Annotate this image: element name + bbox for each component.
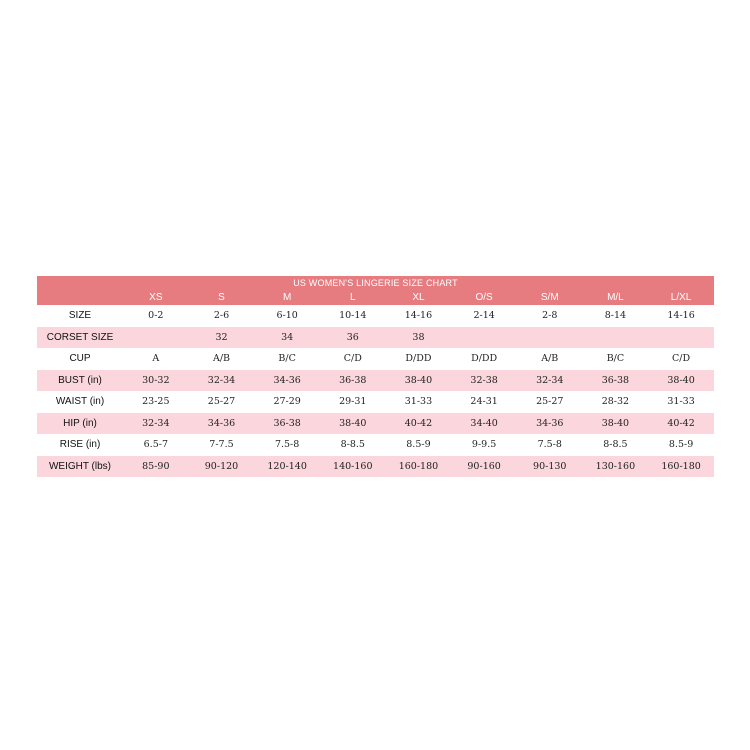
table-cell: C/D (672, 353, 691, 365)
table-cell: 36 (346, 331, 359, 343)
table-row-rise (37, 434, 714, 456)
table-cell: C/D (343, 353, 362, 365)
size-column-headers (37, 291, 714, 304)
table-cell: 36-38 (273, 417, 301, 429)
table-cell: A (152, 353, 160, 365)
table-cell: 32-34 (536, 374, 564, 386)
table-cell: 34-36 (536, 417, 564, 429)
table-cell: 24-31 (470, 396, 498, 408)
table-cell: 30-32 (142, 374, 170, 386)
table-cell: 32-34 (207, 374, 236, 386)
table-cell: 6-10 (276, 310, 298, 322)
table-cell: 31-33 (404, 396, 433, 408)
table-cell: 32-34 (142, 417, 170, 429)
column-header-s: S (218, 292, 225, 303)
table-cell: 7-7.5 (209, 439, 234, 451)
column-header-lxl: L/XL (670, 292, 692, 303)
table-cell: 8.5-9 (668, 439, 694, 451)
table-cell: A/B (541, 353, 559, 365)
table-row-weight (37, 456, 714, 478)
table-cell: 38-40 (404, 374, 433, 386)
table-cell: 7.5-8 (537, 439, 562, 451)
column-header-os: O/S (475, 292, 493, 303)
table-cell: 27-29 (273, 396, 301, 408)
row-label: CORSET SIZE (46, 331, 114, 343)
table-cell: B/C (606, 353, 625, 365)
table-cell: 29-31 (339, 396, 367, 408)
table-cell: 38-40 (339, 417, 367, 429)
column-header-xs: XS (149, 292, 163, 303)
column-header-ml: M/L (607, 292, 624, 303)
row-label: BUST (in) (58, 374, 102, 386)
column-header-xl: XL (412, 292, 425, 303)
table-cell: 160-180 (661, 460, 701, 472)
table-cell: 38-40 (667, 374, 695, 386)
table-cell: 23-25 (142, 396, 170, 408)
header-spacer (37, 291, 123, 304)
table-cell: 85-90 (142, 460, 170, 472)
table-cell: 31-33 (667, 396, 695, 408)
table-cell: 160-180 (398, 460, 439, 472)
table-cell: 8-8.5 (603, 439, 628, 451)
table-cell: B/C (278, 353, 296, 365)
size-chart-table (37, 276, 714, 477)
table-cell: 34 (281, 331, 294, 343)
size-chart-header (37, 276, 714, 305)
table-cell: 40-42 (404, 417, 433, 429)
table-cell: 2-6 (213, 310, 230, 322)
column-header-m: M (282, 292, 292, 303)
size-chart-body (37, 305, 714, 477)
table-row-hip (37, 413, 714, 435)
table-cell: A/B (212, 353, 230, 365)
table-cell: 32-38 (470, 374, 498, 386)
row-label: WAIST (in) (55, 396, 105, 408)
table-cell: 8-8.5 (340, 439, 365, 451)
table-cell: 32 (215, 331, 228, 343)
table-cell: 90-120 (204, 460, 239, 472)
row-label: RISE (in) (59, 439, 101, 451)
table-cell: 40-42 (667, 417, 695, 429)
table-cell: 7.5-8 (274, 439, 300, 451)
table-cell: 34-40 (470, 417, 498, 429)
row-label: SIZE (68, 310, 92, 322)
table-cell: 38 (412, 331, 425, 343)
table-row-waist (37, 391, 714, 413)
table-cell: 25-27 (536, 396, 564, 408)
table-row-cup (37, 348, 714, 370)
column-header-sm: S/M (540, 292, 559, 303)
table-cell: 36-38 (601, 374, 630, 386)
table-cell: 9-9.5 (471, 439, 497, 451)
table-cell: 140-160 (333, 460, 373, 472)
table-cell: 8-14 (604, 310, 627, 322)
table-cell: 8.5-9 (406, 439, 431, 451)
table-cell: 25-27 (207, 396, 236, 408)
table-row-size (37, 305, 714, 327)
column-header-l: L (350, 292, 356, 303)
table-cell: 34-36 (207, 417, 236, 429)
row-label: WEIGHT (lbs) (48, 460, 112, 472)
table-cell: 38-40 (601, 417, 630, 429)
table-cell: 14-16 (667, 310, 695, 322)
table-cell: D/DD (405, 353, 432, 365)
table-cell: 2-14 (473, 310, 495, 322)
table-row-bust (37, 370, 714, 392)
table-cell: 130-160 (595, 460, 636, 472)
table-cell: 6.5-7 (143, 439, 169, 451)
table-cell: 2-8 (542, 310, 558, 322)
table-cell: 34-36 (273, 374, 301, 386)
table-cell: 90-160 (467, 460, 501, 472)
table-row-corset-size (37, 327, 714, 349)
size-chart-title: US WOMEN'S LINGERIE SIZE CHART (293, 278, 458, 288)
table-cell: 10-14 (339, 310, 367, 322)
table-cell: 0-2 (148, 310, 164, 322)
row-label: CUP (69, 353, 91, 365)
table-cell: 28-32 (601, 396, 630, 408)
row-label: HIP (in) (63, 417, 97, 429)
table-cell: 120-140 (267, 460, 307, 472)
table-cell: D/DD (471, 353, 498, 365)
table-cell: 90-130 (533, 460, 567, 472)
table-cell: 14-16 (404, 310, 433, 322)
table-cell: 36-38 (339, 374, 367, 386)
